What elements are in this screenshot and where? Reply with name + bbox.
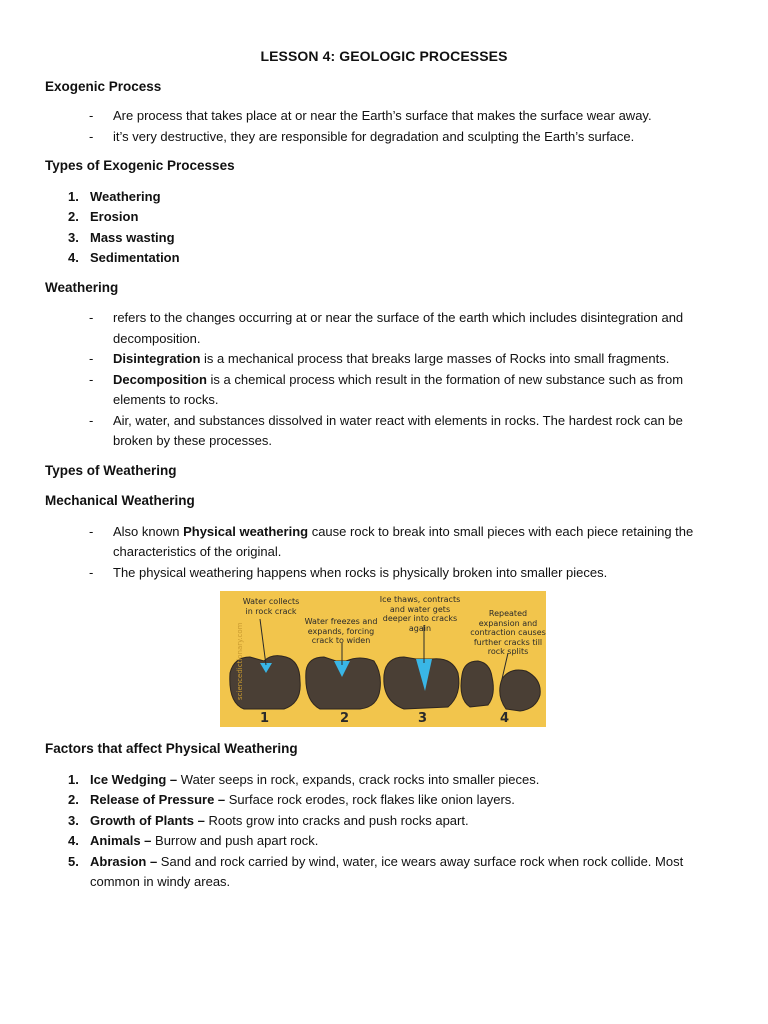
list-item: 2. Erosion (68, 209, 139, 224)
mechanical-bullet-list (45, 522, 725, 584)
weathering-bullet-list (45, 308, 725, 452)
list-item: - Air, water, and substances dissolved in water react with elements in rocks. The hardest rock can be broken by these processes. (89, 412, 683, 448)
list-item: 5. Abrasion – Sand and rock carried by wind, water, ice wears away surface rock when rock collide. Most common in windy areas. (68, 853, 684, 889)
list-item: - Are process that takes place at or near the Earth’s surface that makes the surface wear away. (89, 108, 652, 123)
diagram-step-number: 4 (500, 711, 510, 726)
heading-types-exogenic: Types of Exogenic Processes (45, 158, 235, 173)
page-title: LESSON 4: GEOLOGIC PROCESSES (260, 48, 508, 64)
frost-wedging-diagram (220, 591, 546, 727)
diagram-label-step-2: Water freezes and expands, forcing crack to widen (304, 617, 378, 645)
rock-4a (461, 661, 493, 707)
list-item: - refers to the changes occurring at or near the surface of the earth which includes disintegration and decomposition. (89, 310, 684, 346)
diagram-watermark: sciencedictionary.com (235, 622, 244, 700)
diagram-step-number: 1 (260, 711, 270, 726)
diagram-step-number: 2 (340, 711, 350, 726)
diagram-step-number: 3 (418, 711, 428, 726)
exogenic-types-list (45, 187, 725, 269)
exogenic-bullet-list (45, 106, 725, 147)
list-item: - The physical weathering happens when rocks is physically broken into smaller pieces. (89, 564, 608, 580)
list-item: - Also known Physical weathering cause rock to break into small pieces with each piece retaining the characteristics of the original. (89, 523, 694, 559)
list-item: 1. Ice Wedging – Water seeps in rock, expands, crack rocks into smaller pieces. (68, 771, 540, 787)
list-item: 3. Mass wasting (68, 229, 175, 245)
factors-list (45, 770, 725, 893)
list-item: 2. Release of Pressure – Surface rock erodes, rock flakes like onion layers. (68, 792, 515, 807)
heading-exogenic-process: Exogenic Process (45, 78, 162, 94)
heading-weathering: Weathering (45, 279, 119, 295)
list-item: 4. Sedimentation (68, 250, 180, 265)
diagram-label-step-3: Ice thaws, contracts and water gets deeper into cracks again (379, 595, 461, 633)
diagram-label-step-4: Repeated expansion and contraction causes further cracks till rock splits (470, 609, 546, 656)
list-item: 1. Weathering (68, 188, 161, 204)
list-item: 3. Growth of Plants – Roots grow into cracks and push rocks apart. (68, 812, 469, 828)
diagram-label-step-1: Water collects in rock crack (242, 597, 300, 616)
list-item: - it’s very destructive, they are responsible for degradation and sculpting the Earth’s surface. (89, 128, 635, 144)
rock-4b (500, 670, 540, 711)
heading-factors: Factors that affect Physical Weathering (45, 741, 298, 756)
document-page (45, 46, 725, 893)
heading-types-weathering: Types of Weathering (45, 462, 177, 478)
list-item: - Disintegration is a mechanical process that breaks large masses of Rocks into small fragments. (89, 351, 670, 366)
list-item: - Decomposition is a chemical process which result in the formation of new substance such as from elements to rocks. (89, 371, 684, 407)
list-item: 4. Animals – Burrow and push apart rock. (68, 833, 319, 848)
heading-mechanical-weathering: Mechanical Weathering (45, 493, 195, 508)
